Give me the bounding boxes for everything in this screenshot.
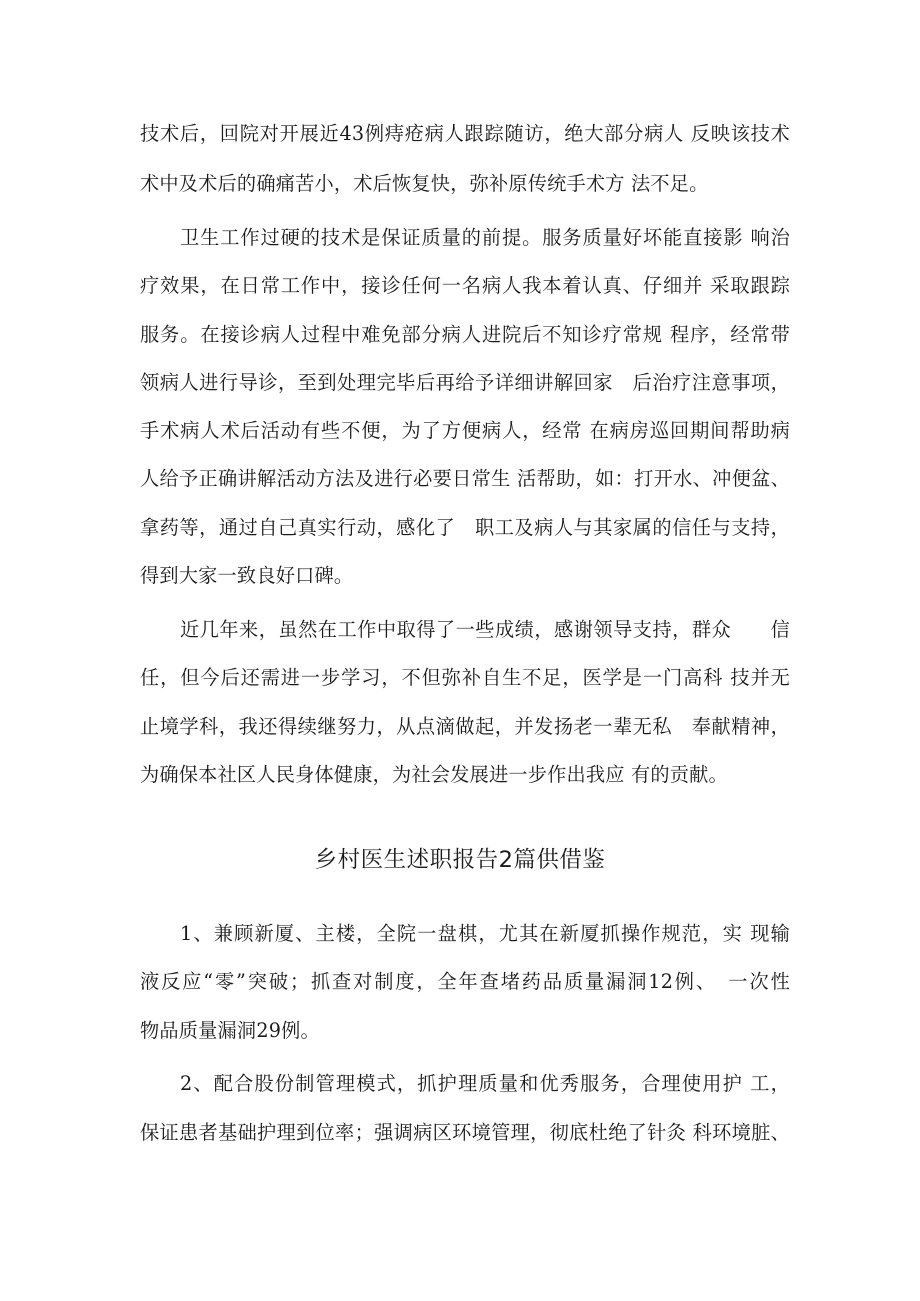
list-item-2-line-1: 2、配合股份制管理模式，抓护理质量和优秀服务，合理使用护 工， [180,1072,790,1095]
list-item-1-line-2: 液反应“零”突破；抓查对制度，全年查堵药品质量漏洞12例、 一次性 [140,970,790,993]
paragraph-2-line-5: 手术病人术后活动有些不便，为了方便病人，经常 在病房巡回期间帮助病 [140,419,790,442]
paragraph-3-line-4: 为确保本社区人民身体健康，为社会发展进一步作出我应 有的贡献。 [140,763,728,786]
paragraph-2-line-8: 得到大家一致良好口碑。 [140,564,354,587]
paragraph-2-line-2: 疗效果，在日常工作中，接诊任何一名病人我本着认真、仔细并 采取跟踪 [140,274,790,297]
list-item-1-line-3: 物品质量漏洞29例。 [140,1019,320,1042]
paragraph-3-line-2: 任，但今后还需进一步学习，不但弥补自生不足，医学是一门高科 技并无 [140,666,790,689]
paragraph-2-line-6: 人给予正确讲解活动方法及进行必要日常生 活帮助，如：打开水、冲便盆、 [140,467,790,490]
paragraph-1-line-1: 技术后，回院对开展近43例痔疮病人跟踪随访，绝大部分病人 反映该技术 [140,122,790,145]
paragraph-2-line-3: 服务。在接诊病人过程中难免部分病人进院后不知诊疗常规 程序，经常带 [140,323,790,346]
paragraph-2-line-1: 卫生工作过硬的技术是保证质量的前提。服务质量好坏能直接影 响治 [180,226,790,249]
list-item-2-line-2: 保证患者基础护理到位率；强调病区环境管理，彻底杜绝了针灸 科环境脏、 [140,1121,790,1144]
section-heading: 乡村医生述职报告2篇供借鉴 [314,847,606,873]
paragraph-2-line-4: 领病人进行导诊，至到处理完毕后再给予详细讲解回家 后治疗注意事项， [140,371,790,394]
list-item-1-line-1: 1、兼顾新厦、主楼，全院一盘棋，尤其在新厦抓操作规范，实 现输 [180,922,790,945]
paragraph-1-line-2: 术中及术后的确痛苦小，术后恢复快，弥补原传统手术方 法不足。 [140,172,709,195]
paragraph-2-line-7: 拿药等，通过自己真实行动，感化了 职工及病人与其家属的信任与支持， [140,516,790,539]
paragraph-3-line-1: 近几年来，虽然在工作中取得了一些成绩，感谢领导支持，群众 信 [180,618,790,641]
paragraph-3-line-3: 止境学科，我还得续继努力，从点滴做起，并发扬老一辈无私 奉献精神， [140,715,790,738]
